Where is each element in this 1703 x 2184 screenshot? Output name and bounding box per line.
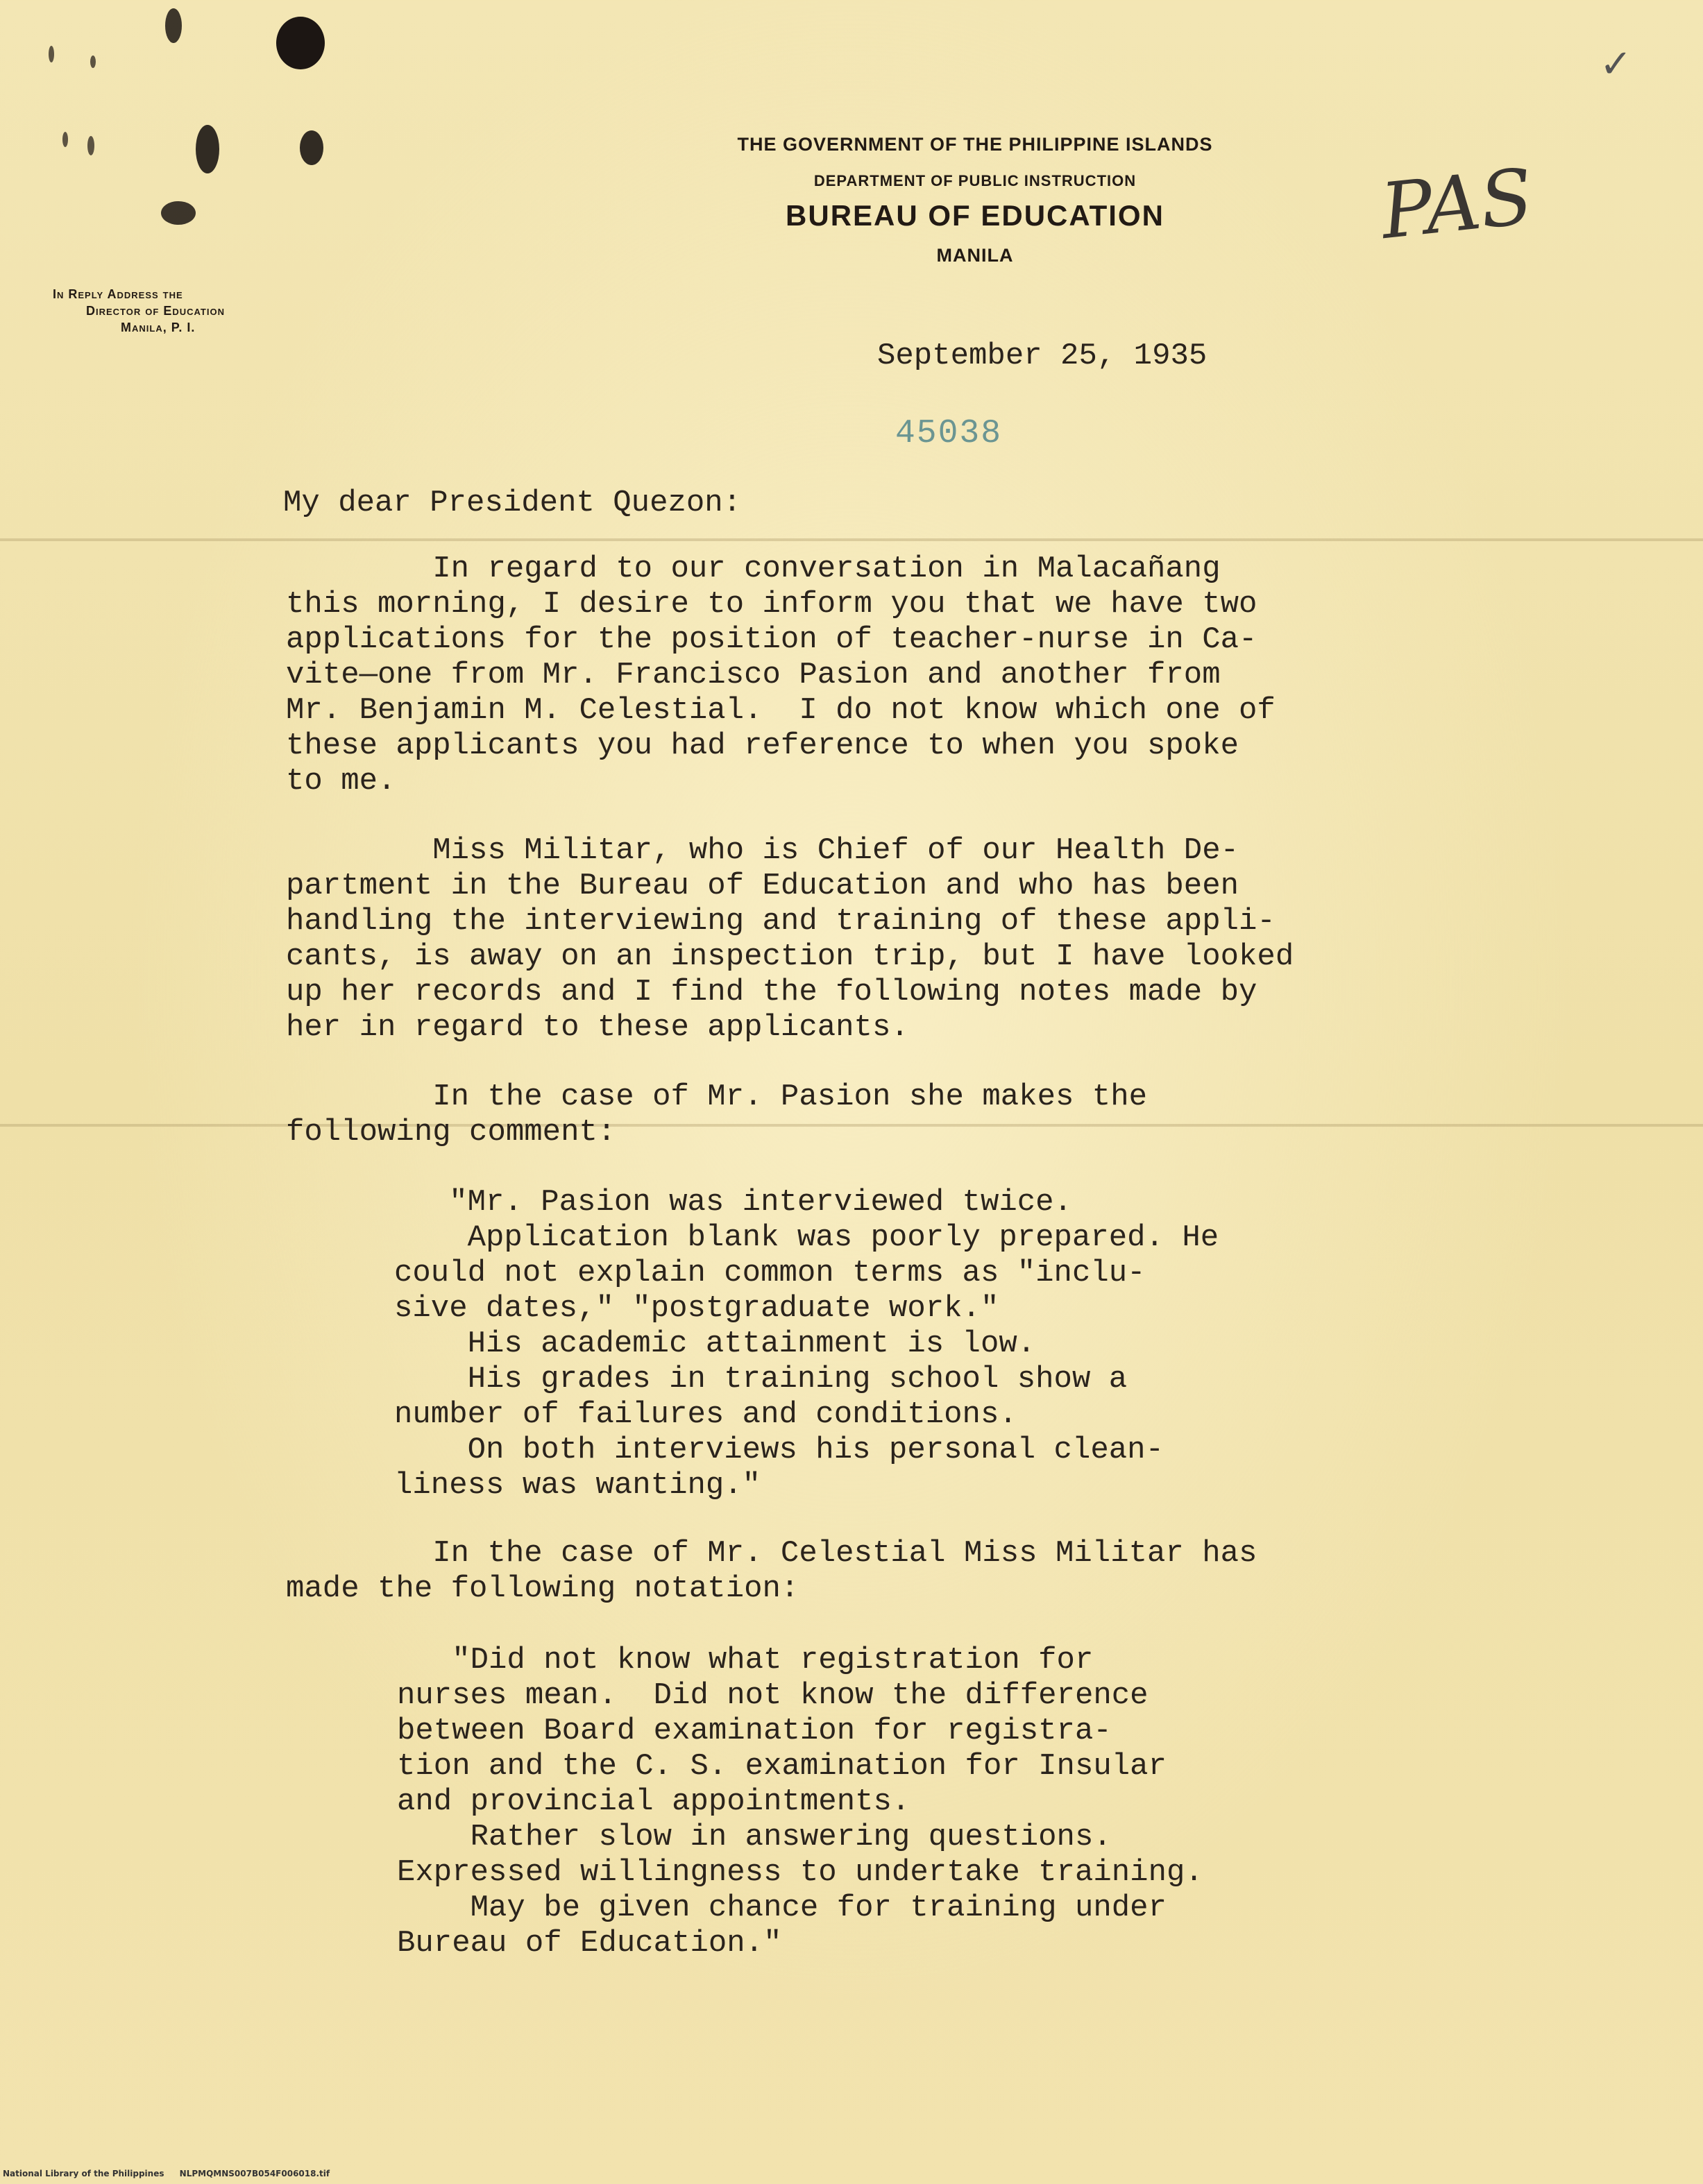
salutation: My dear President Quezon: <box>283 486 742 520</box>
letterhead-government: THE GOVERNMENT OF THE PHILIPPINE ISLANDS <box>737 134 1213 155</box>
footer-library: National Library of the Philippines <box>3 2169 164 2178</box>
reply-address-line-2: Director of Education <box>86 304 225 318</box>
quote-pasion: "Mr. Pasion was interviewed twice. Application blank was poorly prepared. He could not explain common terms as "inclu- sive dates," "postgraduate work." His academic attainment is low. His grades in training school show a number of failures and conditions. On both interviews his personal clean- liness was wanting." <box>394 1185 1219 1503</box>
handwritten-initials: PAS <box>1376 151 1537 257</box>
letterhead-department: DEPARTMENT OF PUBLIC INSTRUCTION <box>813 172 1137 189</box>
paragraph-conversation: In regard to our conversation in Malacañang this morning, I desire to inform you that we have two applications for the position of teacher-nurse in Ca- vite—one from Mr. Francisco Pasion and another from Mr. Benjamin M. Celestial. I do not know which one of these applicants you had reference to when you spoke to me. <box>286 552 1276 799</box>
paragraph-miss-militar: Miss Militar, who is Chief of our Health De- partment in the Bureau of Education and who has been handling the interviewing and training of these appli- cants, is away on an inspection trip, but I have looked up her records and I find the following notes made by her in regard to these applicants. <box>286 833 1294 1045</box>
file-number-stamp: 45038 <box>895 415 1003 452</box>
letterhead-city: MANILA <box>936 245 1014 266</box>
check-mark-icon: ✓ <box>1600 42 1632 87</box>
paragraph-pasion-intro: In the case of Mr. Pasion she makes the following comment: <box>286 1080 1148 1150</box>
reply-address-line-1: In Reply Address the <box>53 287 183 301</box>
paper-fold <box>0 538 1703 541</box>
footer-file: NLPMQMNS007B054F006018.tif <box>179 2169 330 2178</box>
letter-date: September 25, 1935 <box>877 339 1208 373</box>
reply-address-line-3: Manila, P. I. <box>121 321 196 334</box>
letterhead-bureau: BUREAU OF EDUCATION <box>786 199 1164 232</box>
quote-celestial: "Did not know what registration for nurses mean. Did not know the difference between Board examination for registra- tion and the C. S. examination for Insular and provincial appointments. Rather slow in answering questions. Expressed willingness to undertake training. May be given chance for training under Bureau of Education." <box>397 1643 1203 1961</box>
archive-footer <box>3 2169 342 2178</box>
paragraph-celestial-intro: In the case of Mr. Celestial Miss Militar has made the following notation: <box>286 1536 1257 1606</box>
